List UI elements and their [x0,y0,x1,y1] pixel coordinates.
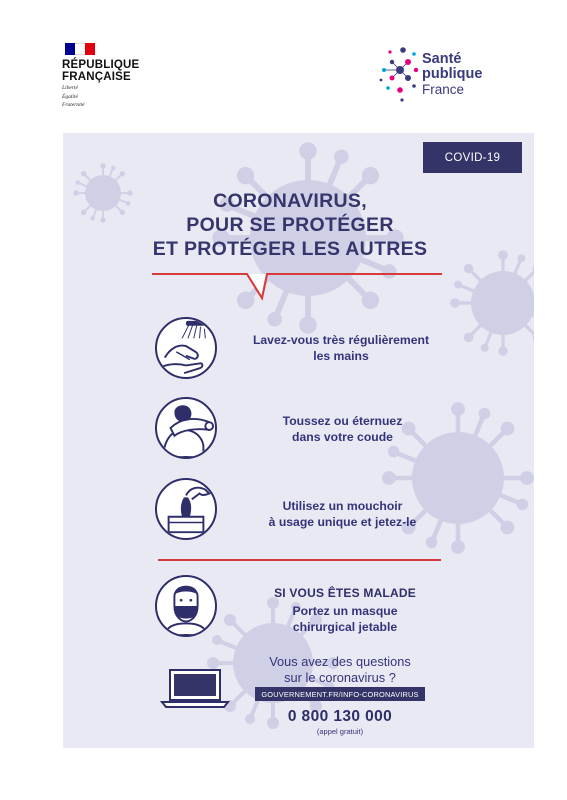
laptop-icon [160,668,230,708]
advice-cough-line1: Toussez ou éternuez [282,414,403,428]
tissue-icon [155,478,217,540]
sick-text [255,604,435,635]
advice-hands-line2: les mains [313,348,369,363]
rf-title-line1: RÉPUBLIQUE [62,59,140,71]
advice-text-cough [245,414,440,445]
advice-hands-line1: Lavez-vous très régulièrement [252,333,430,347]
face-mask-icon [155,575,217,637]
republique-francaise-logo [62,43,162,109]
headline-line1: CORONAVIRUS, [213,190,367,212]
hand-washing-icon [155,317,217,379]
rf-title-line2: FRANÇAISE [62,71,131,83]
sick-line1: Portez un masque [292,604,398,618]
question-line2: sur le coronavirus ? [284,669,396,685]
advice-text-hands [232,333,450,364]
rf-motto-egalite: Égalité [62,93,78,100]
spf-wordmark [422,52,482,97]
headline [120,189,460,261]
rf-motto-fraternite: Fraternité [62,102,85,108]
headline-line3: ET PROTÉGER LES AUTRES [152,238,428,260]
phone-note: (appel gratuit) [316,727,364,736]
sante-publique-france-logo [378,40,508,110]
headline-line2: POUR SE PROTÉGER [186,214,394,236]
info-url-link[interactable]: GOUVERNEMENT.FR/INFO-CORONAVIRUS [255,687,425,701]
advice-tissue-line1: Utilisez un mouchoir [282,499,403,513]
advice-cough-line2: dans votre coude [292,429,393,444]
section-divider [158,559,441,561]
sick-line2: chirurgical jetable [292,619,398,634]
advice-tissue-line2: à usage unique et jetez-le [268,514,417,529]
question-text [240,654,440,685]
spf-line3: France [422,82,465,97]
covid-19-badge: COVID-19 [423,142,522,173]
question-line1: Vous avez des questions [269,654,411,669]
spf-line2: publique [422,66,483,82]
spf-dots-icon [378,40,422,106]
french-flag-icon [65,43,95,55]
rf-motto-liberte: Liberté [62,85,78,91]
speech-bubble-icon [152,271,442,305]
elbow-cough-icon [155,397,217,459]
advice-text-tissue [245,499,440,530]
spf-line1: Santé [422,51,462,67]
sick-title: SI VOUS ÊTES MALADE [274,586,416,600]
phone-number: 0 800 130 000 [287,708,393,725]
